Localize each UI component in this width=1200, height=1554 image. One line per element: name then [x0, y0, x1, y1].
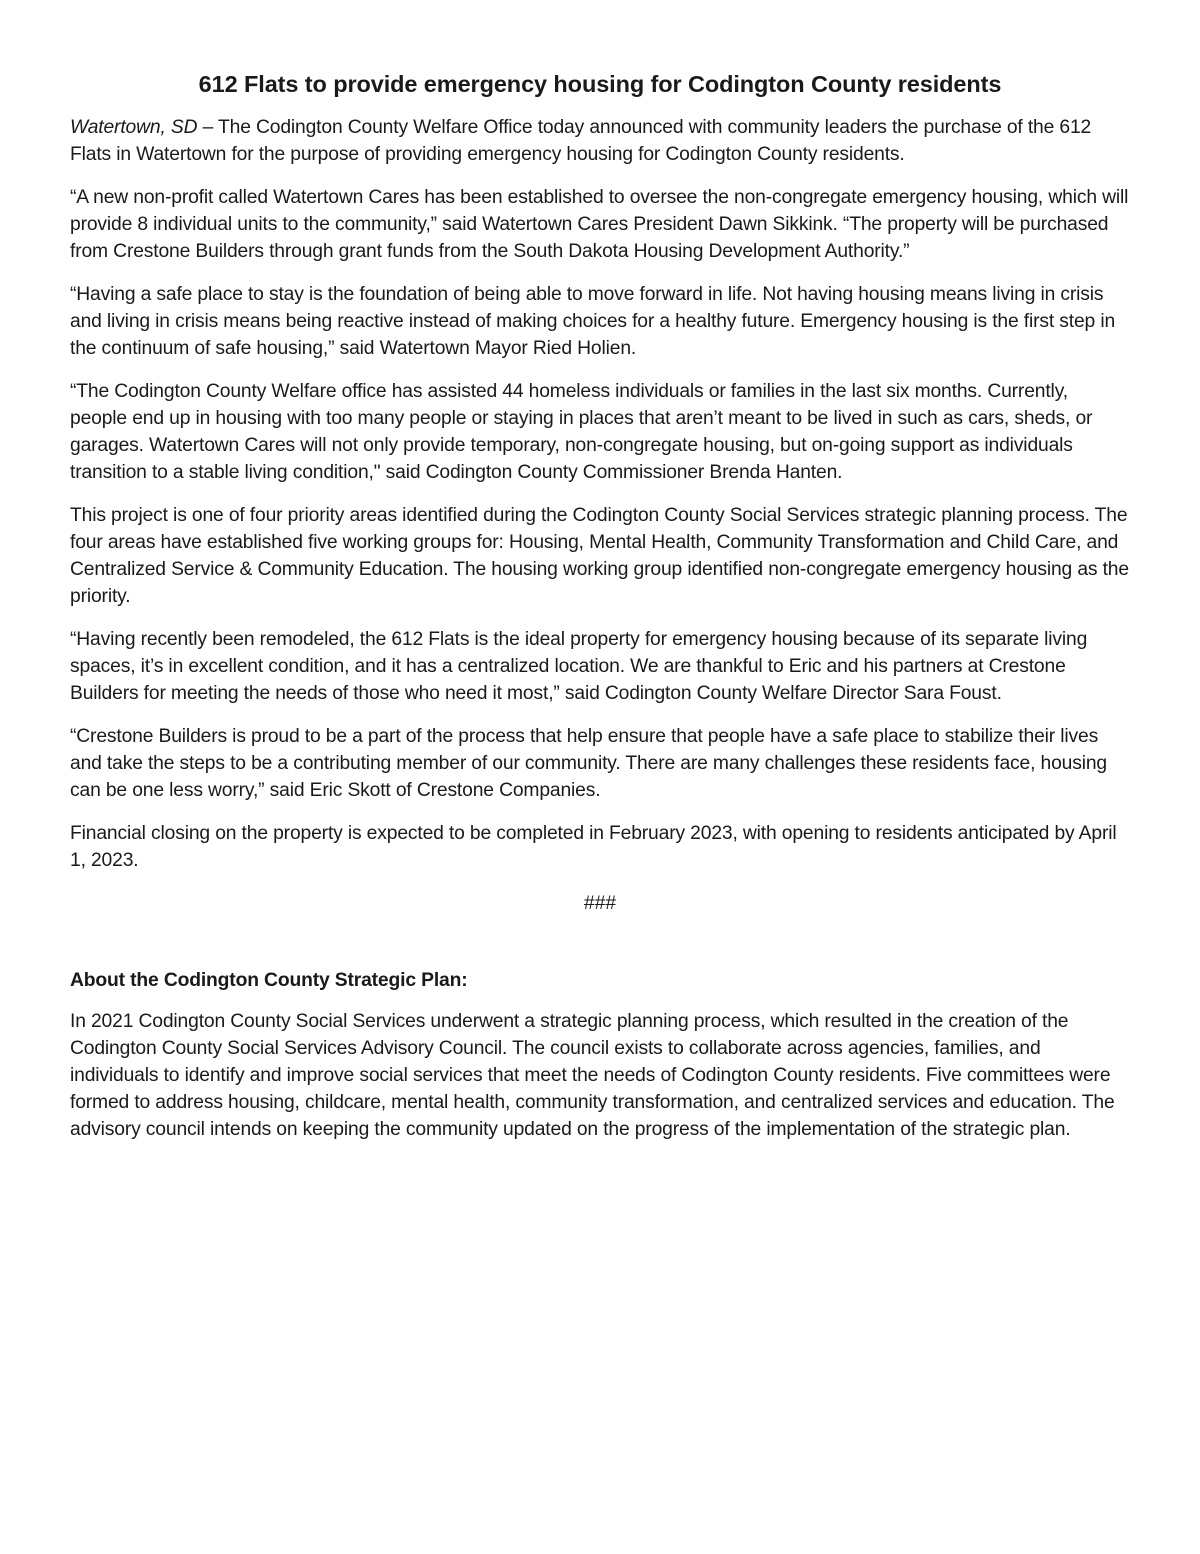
lead-paragraph: [70, 114, 1130, 168]
closing-paragraph: Financial closing on the property is expected to be completed in February 2023, with opening to residents anticipated by April 1, 2023.: [70, 823, 1117, 872]
end-mark: ###: [583, 893, 617, 915]
dateline: Watertown, SD: [70, 117, 198, 139]
press-release-page: [70, 70, 1130, 1159]
quote-paragraph-holien: “Having a safe place to stay is the foundation of being able to move forward in life. Not having housing means living in crisis and living in crisis means being reactive instead of making choices for a healthy future. Emergency housing is the first step in the continuum of safe housing,” said Watertown Mayor Ried Holien.: [70, 284, 1116, 360]
about-heading: About the Codington County Strategic Plan:: [70, 970, 468, 992]
about-paragraph: In 2021 Codington County Social Services underwent a strategic planning process, which resulted in the creation of the Codington County Social Services Advisory Council. The council exists to collaborate across agencies, families, and individuals to identify and improve social services that meet the needs of Codington County residents. Five committees were formed to address housing, childcare, mental health, community transformation, and centralized services and education. The advisory council intends on keeping the community updated on the progress of the implementation of the strategic plan.: [70, 1011, 1115, 1141]
lead-text: – The Codington County Welfare Office today announced with community leaders the purchase of the 612 Flats in Watertown for the purpose of providing emergency housing for Codington County residents.: [70, 117, 1092, 166]
quote-paragraph-hanten: “The Codington County Welfare office has assisted 44 homeless individuals or families in the last six months. Currently, people end up in housing with too many people or staying in places that aren’t meant to be lived in such as cars, sheds, or garages. Watertown Cares will not only provide temporary, non-congregate housing, but on-going support as individuals transition to a stable living condition," said Codington County Commissioner Brenda Hanten.: [70, 381, 1093, 484]
page-title: 612 Flats to provide emergency housing for Codington County residents: [198, 71, 1002, 97]
project-paragraph: This project is one of four priority areas identified during the Codington County Social Services strategic planning process. The four areas have established five working groups for: Housing, Mental Health, Community Transformation and Child Care, and Centralized Service & Community Education. The housing working group identified non-congregate emergency housing as the priority.: [70, 505, 1129, 608]
quote-paragraph-sikkink: “A new non-profit called Watertown Cares has been established to oversee the non-congregate emergency housing, which will provide 8 individual units to the community,” said Watertown Cares President Dawn Sikkink. “The property will be purchased from Crestone Builders through grant funds from the South Dakota Housing Development Authority.”: [70, 187, 1129, 263]
quote-paragraph-foust: “Having recently been remodeled, the 612 Flats is the ideal property for emergency housing because of its separate living spaces, it’s in excellent condition, and it has a centralized location. We are thankful to Eric and his partners at Crestone Builders for meeting the needs of those who need it most,” said Codington County Welfare Director Sara Foust.: [70, 629, 1088, 705]
quote-paragraph-skott: “Crestone Builders is proud to be a part of the process that help ensure that people have a safe place to stabilize their lives and take the steps to be a contributing member of our community. There are many challenges these residents face, housing can be one less worry,” said Eric Skott of Crestone Companies.: [70, 726, 1107, 802]
